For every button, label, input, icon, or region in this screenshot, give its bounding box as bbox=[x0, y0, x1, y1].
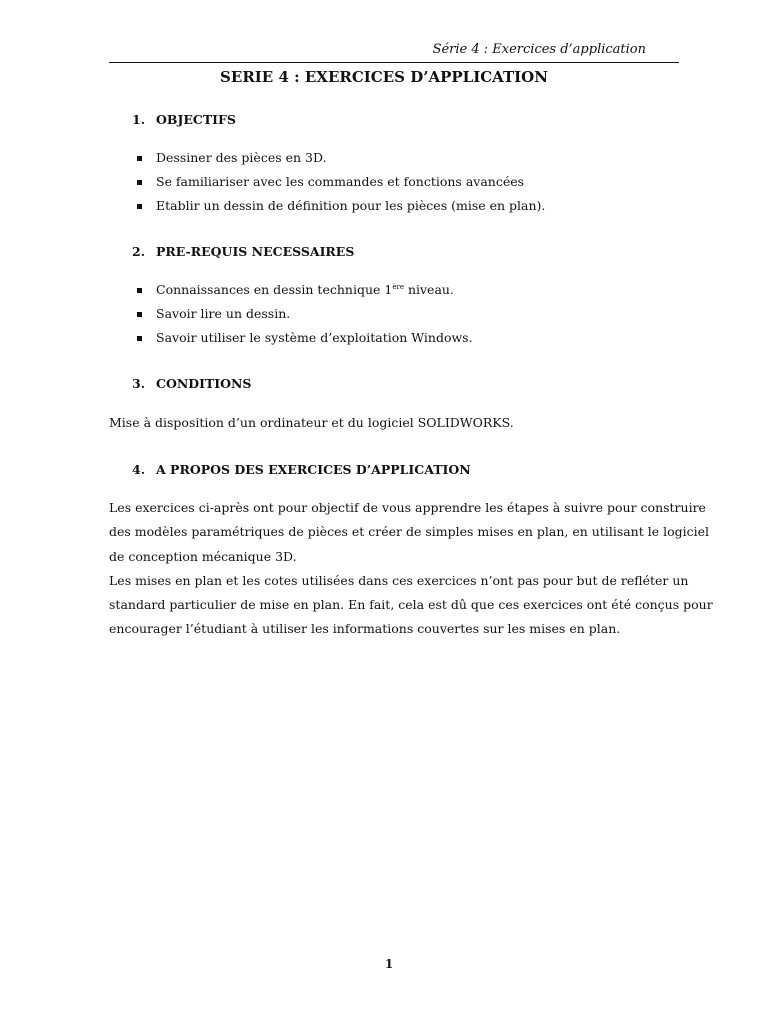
section-title: A PROPOS DES EXERCICES D’APPLICATION bbox=[156, 462, 471, 477]
list-item bbox=[136, 302, 473, 326]
list-item-text: Se familiariser avec les commandes et fonctions avancées bbox=[156, 174, 525, 189]
list-item bbox=[136, 146, 545, 170]
section-heading-conditions bbox=[132, 376, 251, 391]
paragraph-line: de conception mécanique 3D. bbox=[109, 548, 297, 564]
section-number: 3. bbox=[132, 376, 146, 391]
section-number: 4. bbox=[132, 462, 146, 477]
section-number: 1. bbox=[132, 112, 146, 127]
bullet-square-icon bbox=[137, 180, 142, 185]
bullet-square-icon bbox=[137, 204, 142, 209]
paragraph-line: des modèles paramétriques de pièces et créer de simples mises en plan, en utilisant le logiciel bbox=[109, 524, 710, 540]
paragraph-line: Les exercices ci-après ont pour objectif de vous apprendre les étapes à suivre pour construire bbox=[109, 500, 706, 515]
page-title: SERIE 4 : EXERCICES D’APPLICATION bbox=[220, 68, 548, 86]
a-propos-paragraph bbox=[109, 496, 713, 642]
page-number: 1 bbox=[384, 957, 394, 971]
running-header: Série 4 : Exercices d’application bbox=[432, 42, 646, 57]
list-item bbox=[136, 326, 473, 350]
section-heading-prerequis bbox=[132, 244, 354, 259]
section-title: OBJECTIFS bbox=[156, 112, 236, 127]
list-item-text: Dessiner des pièces en 3D. bbox=[156, 150, 327, 165]
section-heading-a-propos bbox=[132, 462, 471, 477]
bullet-square-icon bbox=[137, 312, 142, 317]
section-title: CONDITIONS bbox=[156, 376, 252, 391]
bullet-square-icon bbox=[137, 288, 142, 293]
paragraph-line: standard particulier de mise en plan. En fait, cela est dû que ces exercices ont été conçus pour bbox=[109, 597, 713, 613]
prerequis-list bbox=[136, 278, 473, 350]
header-rule bbox=[109, 62, 679, 63]
conditions-text: Mise à disposition d’un ordinateur et du logiciel SOLIDWORKS. bbox=[109, 415, 514, 430]
objectifs-list bbox=[136, 146, 545, 218]
list-item-text: Connaissances en dessin technique 1ère niveau. bbox=[156, 282, 454, 297]
list-item bbox=[136, 278, 473, 302]
section-title: PRE-REQUIS NECESSAIRES bbox=[156, 244, 355, 259]
bullet-square-icon bbox=[137, 336, 142, 341]
paragraph-line: encourager l’étudiant à utiliser les informations couvertes sur les mises en plan. bbox=[109, 621, 621, 637]
section-heading-objectifs bbox=[132, 112, 236, 127]
list-item-text: Savoir lire un dessin. bbox=[156, 306, 291, 321]
list-item bbox=[136, 170, 545, 194]
list-item-text: Etablir un dessin de définition pour les pièces (mise en plan). bbox=[156, 198, 546, 213]
bullet-square-icon bbox=[137, 156, 142, 161]
list-item bbox=[136, 194, 545, 218]
paragraph-line: Les mises en plan et les cotes utilisées dans ces exercices n’ont pas pour but de refléter un bbox=[109, 572, 689, 588]
list-item-text: Savoir utiliser le système d’exploitation Windows. bbox=[156, 330, 473, 345]
section-number: 2. bbox=[132, 244, 146, 259]
